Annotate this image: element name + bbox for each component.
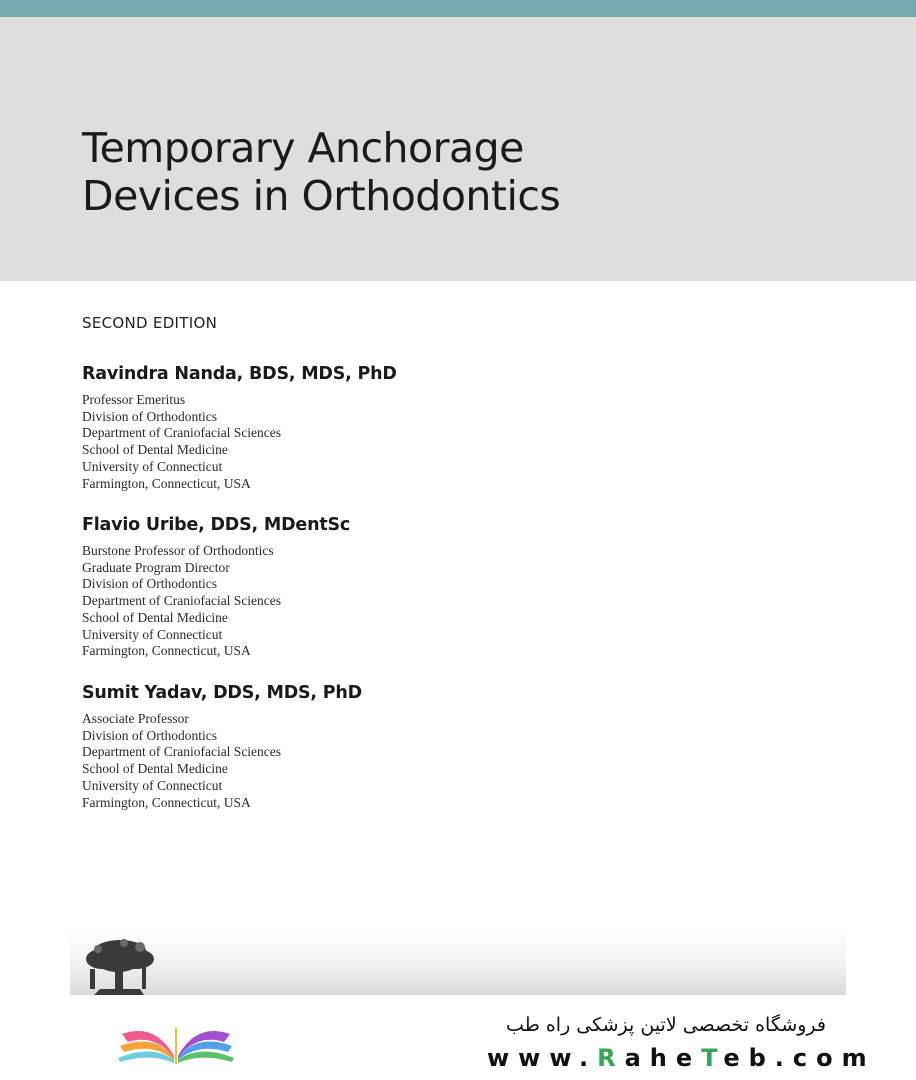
affiliation-line: Farmington, Connecticut, USA [82, 643, 251, 659]
author-name: Sumit Yadav, DDS, MDS, PhD [82, 683, 362, 703]
author-affiliation [82, 711, 362, 811]
affiliation-line: University of Connecticut [82, 458, 223, 474]
affiliation-line: Division of Orthodontics [82, 727, 217, 743]
affiliation-line: Graduate Program Director [82, 559, 230, 575]
author-block-nanda [82, 364, 397, 492]
shop-url [487, 1044, 876, 1072]
affiliation-line: Burstone Professor of Orthodontics [82, 543, 274, 558]
url-part: ahe [624, 1044, 702, 1072]
edition-label: SECOND EDITION [82, 314, 218, 332]
affiliation-line: Division of Orthodontics [82, 576, 217, 592]
open-book-logo-icon [112, 1008, 242, 1068]
shop-name-text: فروشگاه تخصصی لاتین پزشکی راه طب [506, 1014, 826, 1036]
author-name: Flavio Uribe, DDS, MDentSc [82, 515, 351, 535]
affiliation-line: Farmington, Connecticut, USA [82, 475, 251, 491]
book-title-line-1: Temporary Anchorage [82, 124, 524, 172]
book-title [82, 124, 560, 220]
tree-logo-icon [80, 937, 158, 995]
affiliation-line: School of Dental Medicine [82, 609, 228, 625]
author-block-yadav [82, 683, 362, 811]
affiliation-line: Department of Craniofacial Sciences [82, 593, 282, 609]
url-accent-letter: T [701, 1044, 724, 1072]
affiliation-line: University of Connecticut [82, 777, 223, 793]
affiliation-line: Department of Craniofacial Sciences [82, 425, 282, 441]
publisher-footer-bar [70, 925, 846, 995]
affiliation-line: School of Dental Medicine [82, 761, 228, 777]
affiliation-line: Farmington, Connecticut, USA [82, 794, 251, 810]
affiliation-line: University of Connecticut [82, 626, 223, 642]
affiliation-line: School of Dental Medicine [82, 442, 228, 458]
top-accent-stripe [0, 0, 916, 17]
affiliation-line: Associate Professor [82, 711, 189, 726]
author-block-uribe [82, 515, 350, 660]
author-affiliation [82, 392, 397, 492]
author-name: Ravindra Nanda, BDS, MDS, PhD [82, 364, 397, 384]
author-affiliation [82, 543, 350, 660]
affiliation-line: Department of Craniofacial Sciences [82, 744, 282, 760]
url-accent-letter: R [597, 1044, 625, 1072]
affiliation-line: Division of Orthodontics [82, 408, 217, 424]
url-part: www. [487, 1044, 598, 1072]
affiliation-line: Professor Emeritus [82, 392, 186, 407]
url-part: eb.com [723, 1044, 876, 1072]
book-title-line-2: Devices in Orthodontics [82, 172, 561, 220]
